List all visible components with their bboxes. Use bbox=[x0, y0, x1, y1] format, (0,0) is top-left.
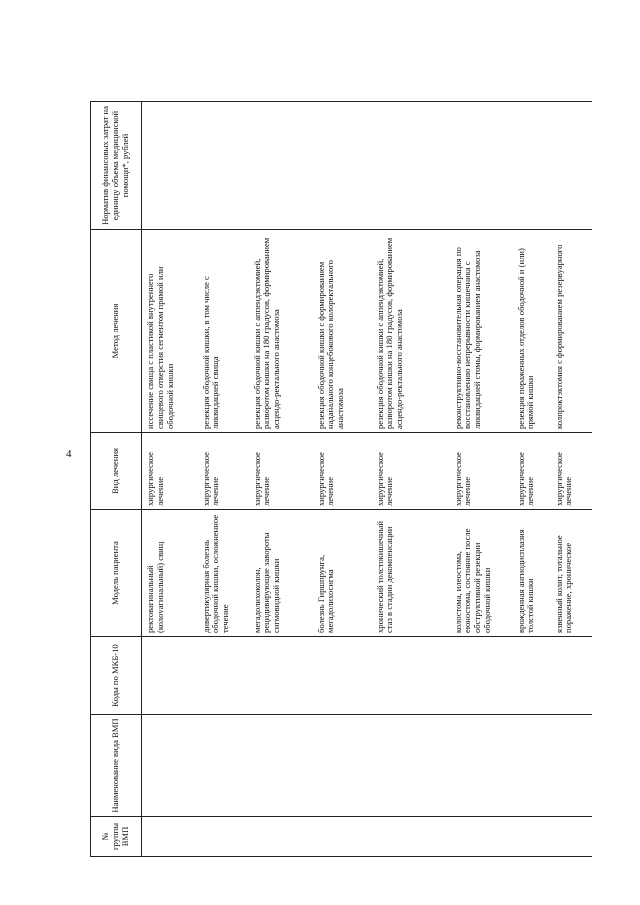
group-no-cell bbox=[313, 817, 372, 857]
table-row bbox=[450, 102, 513, 857]
patient-model-cell: хронический толстокишечный стаз в стадии декомпенсации bbox=[372, 510, 450, 637]
table-frame bbox=[90, 0, 574, 905]
vmp-name-cell bbox=[551, 715, 592, 817]
icd-codes-cell bbox=[198, 637, 249, 715]
icd-codes-cell bbox=[142, 637, 198, 715]
treatment-type-cell: хирургическое лечение bbox=[249, 433, 313, 510]
header-icd-codes: Коды по МКБ-10 bbox=[91, 637, 142, 715]
icd-codes-cell bbox=[249, 637, 313, 715]
group-no-cell bbox=[198, 817, 249, 857]
icd-codes-cell bbox=[450, 637, 513, 715]
vmp-name-cell bbox=[313, 715, 372, 817]
treatment-method-cell: колпроктэктомия с формированием резервуарного bbox=[551, 230, 592, 433]
cost-norm-cell bbox=[249, 102, 313, 230]
table-row bbox=[198, 102, 249, 857]
icd-codes-cell bbox=[313, 637, 372, 715]
cost-norm-cell bbox=[450, 102, 513, 230]
treatment-method-cell: резекция ободочной кишки с аппендэктомией, разворотом кишки на 180 градусов, формированием асцендо-ректального анастомоза bbox=[372, 230, 450, 433]
group-no-cell bbox=[249, 817, 313, 857]
group-no-cell bbox=[551, 817, 592, 857]
treatment-method-cell: реконструктивно-восстановительная операция по восстановлению непрерывности кишечника с ликвидацией стомы, формированием анастомоза bbox=[450, 230, 513, 433]
vmp-table bbox=[90, 101, 592, 857]
cost-norm-cell bbox=[313, 102, 372, 230]
header-treatment-method: Метод лечения bbox=[91, 230, 142, 433]
group-no-cell bbox=[372, 817, 450, 857]
treatment-type-cell: хирургическое лечение bbox=[142, 433, 198, 510]
treatment-type-cell: хирургическое лечение bbox=[450, 433, 513, 510]
patient-model-cell: мегадолихоколон, рецидивирующие завороты сигмовидной кишки bbox=[249, 510, 313, 637]
page-number: 4 bbox=[66, 448, 72, 460]
patient-model-cell: колостома, илеостома, еюностома, состояние после обструктивной резекции ободочной кишки bbox=[450, 510, 513, 637]
rotated-table-container bbox=[90, 102, 574, 857]
treatment-method-cell: резекция ободочной кишки, в том числе с ликвидацией свища bbox=[198, 230, 249, 433]
icd-codes-cell bbox=[372, 637, 450, 715]
patient-model-cell: язвенный колит, тотальное поражение, хроническое bbox=[551, 510, 592, 637]
vmp-name-cell bbox=[198, 715, 249, 817]
group-no-cell bbox=[513, 817, 551, 857]
cost-norm-cell bbox=[551, 102, 592, 230]
patient-model-cell: врожденная ангиодисплазия толстой кишки bbox=[513, 510, 551, 637]
header-group-no: № группы ВМП bbox=[91, 817, 142, 857]
patient-model-cell: болезнь Гиршпрунга, мегадолихосигма bbox=[313, 510, 372, 637]
vmp-name-cell bbox=[513, 715, 551, 817]
table-row bbox=[142, 102, 198, 857]
group-no-cell bbox=[450, 817, 513, 857]
cost-norm-cell bbox=[372, 102, 450, 230]
cost-norm-cell bbox=[142, 102, 198, 230]
header-vmp-name: Наименование вида ВМП bbox=[91, 715, 142, 817]
header-treatment-type: Вид лечения bbox=[91, 433, 142, 510]
icd-codes-cell bbox=[551, 637, 592, 715]
patient-model-cell: ректовагинальный (колovaгинальный) свищ bbox=[142, 510, 198, 637]
cost-norm-cell bbox=[513, 102, 551, 230]
header-row bbox=[91, 102, 142, 857]
treatment-method-cell: резекция ободочной кишки с аппендэктомией, разворотом кишки на 180 градусов, формированием асцендо-ректального анастомоза bbox=[249, 230, 313, 433]
treatment-type-cell: хирургическое лечение bbox=[313, 433, 372, 510]
table-row bbox=[551, 102, 592, 857]
vmp-name-cell bbox=[372, 715, 450, 817]
treatment-type-cell: хирургическое лечение bbox=[372, 433, 450, 510]
vmp-name-cell bbox=[142, 715, 198, 817]
treatment-method-cell: резекция пораженных отделов ободочной и (или) прямой кишки bbox=[513, 230, 551, 433]
table-row bbox=[513, 102, 551, 857]
treatment-type-cell: хирургическое лечение bbox=[198, 433, 249, 510]
treatment-method-cell: иссечение свища с пластикой внутреннего свищевого отверстия сегментом прямой или ободочной кишки bbox=[142, 230, 198, 433]
treatment-type-cell: хирургическое лечение bbox=[513, 433, 551, 510]
vmp-name-cell bbox=[249, 715, 313, 817]
table-row bbox=[372, 102, 450, 857]
treatment-method-cell: резекция ободочной кишки с формированием наданального концебокового колоректального анастомоза bbox=[313, 230, 372, 433]
vmp-name-cell bbox=[450, 715, 513, 817]
cost-norm-cell bbox=[198, 102, 249, 230]
icd-codes-cell bbox=[513, 637, 551, 715]
table-row bbox=[249, 102, 313, 857]
table-row bbox=[313, 102, 372, 857]
group-no-cell bbox=[142, 817, 198, 857]
header-patient-model: Модель пациента bbox=[91, 510, 142, 637]
patient-model-cell: дивертикулярная болезнь ободочной кишки, осложненное течение bbox=[198, 510, 249, 637]
header-cost-norm: Норматив финансовых затрат на единицу объема медицинской помощи*, рублей bbox=[91, 102, 142, 230]
treatment-type-cell: хирургическое лечение bbox=[551, 433, 592, 510]
